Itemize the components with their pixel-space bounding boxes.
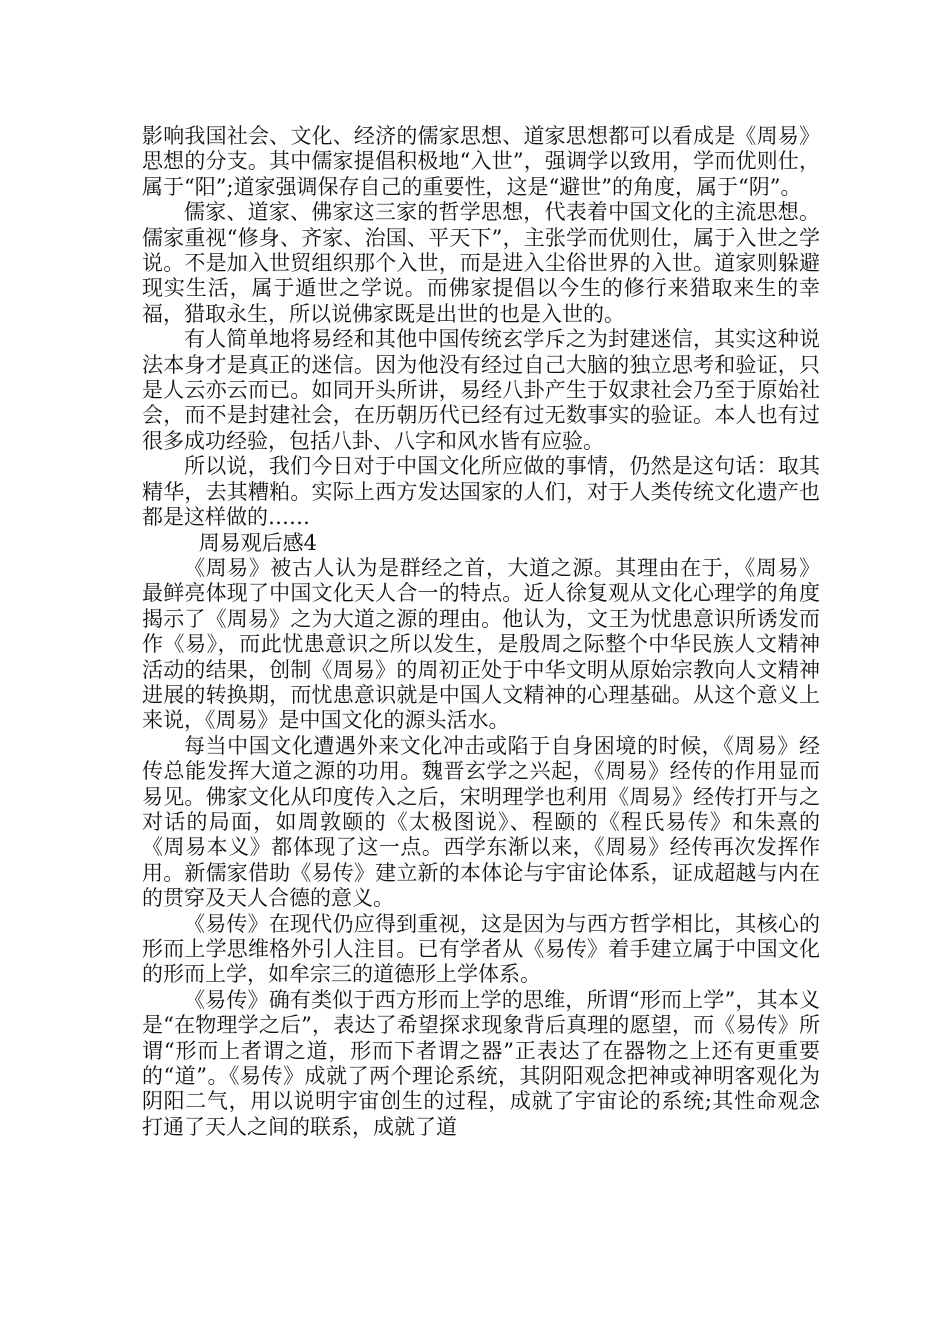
paragraph-take-essence: 所以说，我们今日对于中国文化所应做的事情，仍然是这句话：取其精华，去其糟粕。实际上西方发达国家的人们，对于人类传统文化遗产也都是这样做的……: [142, 454, 820, 530]
paragraph-superstition: 有人简单地将易经和其他中国传统玄学斥之为封建迷信，其实这种说法本身才是真正的迷信。因为他没有经过自己大脑的独立思考和验证，只是人云亦云而已。如同开头所讲，易经八卦产生于奴隶社会乃至于原始社会，而不是封建社会，在历朝历代已经有过无数事实的验证。本人也有过很多成功经验，包括八卦、八字和风水皆有应验。: [142, 327, 820, 453]
paragraph-zhouyi-origin: 《周易》被古人认为是群经之首，大道之源。其理由在于，《周易》最鲜亮体现了中国文化天人合一的特点。近人徐复观从文化心理学的角度揭示了《周易》之为大道之源的理由。他认为，文王为忧患意识所诱发而作《易》，而此忧患意识之所以发生，是殷周之际整个中华民族人文精神活动的结果，创制《周易》的周初正处于中华文明从原始宗教向人文精神进展的转换期，而忧患意识就是中国人文精神的心理基础。从这个意义上来说，《周易》是中国文化的源头活水。: [142, 555, 820, 733]
paragraph-zhouyi-function: 每当中国文化遭遇外来文化冲击或陷于自身困境的时候，《周易》经传总能发挥大道之源的功用。魏晋玄学之兴起，《周易》经传的作用显而易见。佛家文化从印度传入之后，宋明理学也利用《周易》经传打开与之对话的局面，如周敦颐的《太极图说》、程颐的《程氏易传》和朱熹的《周易本义》都体现了这一点。西学东渐以来，《周易》经传再次发挥作用。新儒家借助《易传》建立新的本体论与宇宙论体系，证成超越与内在的贯穿及天人合德的意义。: [142, 733, 820, 911]
paragraph-confucian-taoist-branches: 影响我国社会、文化、经济的儒家思想、道家思想都可以看成是《周易》思想的分支。其中儒家提倡积极地“入世”，强调学以致用，学而优则仕，属于“阳”;道家强调保存自己的重要性，这是“避世”的角度，属于“阴”。: [142, 124, 820, 199]
paragraph-three-schools: 儒家、道家、佛家这三家的哲学思想，代表着中国文化的主流思想。儒家重视“修身、齐家、治国、平天下”，主张学而优则仕，属于入世之学说。不是加入世贸组织那个入世，而是进入尘俗世界的入世。道家则躲避现实生活，属于遁世之学说。而佛家提倡以今生的修行来猎取来生的幸福，猎取永生，所以说佛家既是出世的也是入世的。: [142, 200, 820, 326]
paragraph-yizhuan-modern: 《易传》在现代仍应得到重视，这是因为与西方哲学相比，其核心的形而上学思维格外引人注目。已有学者从《易传》着手建立属于中国文化的形而上学，如牟宗三的道德形上学体系。: [142, 911, 820, 987]
paragraph-yizhuan-metaphysics: 《易传》确有类似于西方形而上学的思维，所谓“形而上学”，其本义是“在物理学之后”，表达了希望探求现象背后真理的愿望，而《易传》所谓“形而上者谓之道，形而下者谓之器”正表达了在器物之上还有更重要的“道”。《易传》成就了两个理论系统，其阴阳观念把神或神明客观化为阴阳二气，用以说明宇宙创生的过程，成就了宇宙论的系统;其性命观念打通了天人之间的联系，成就了道: [142, 987, 820, 1139]
section-heading: 周易观后感4: [198, 530, 318, 555]
document-body: [142, 124, 820, 1140]
